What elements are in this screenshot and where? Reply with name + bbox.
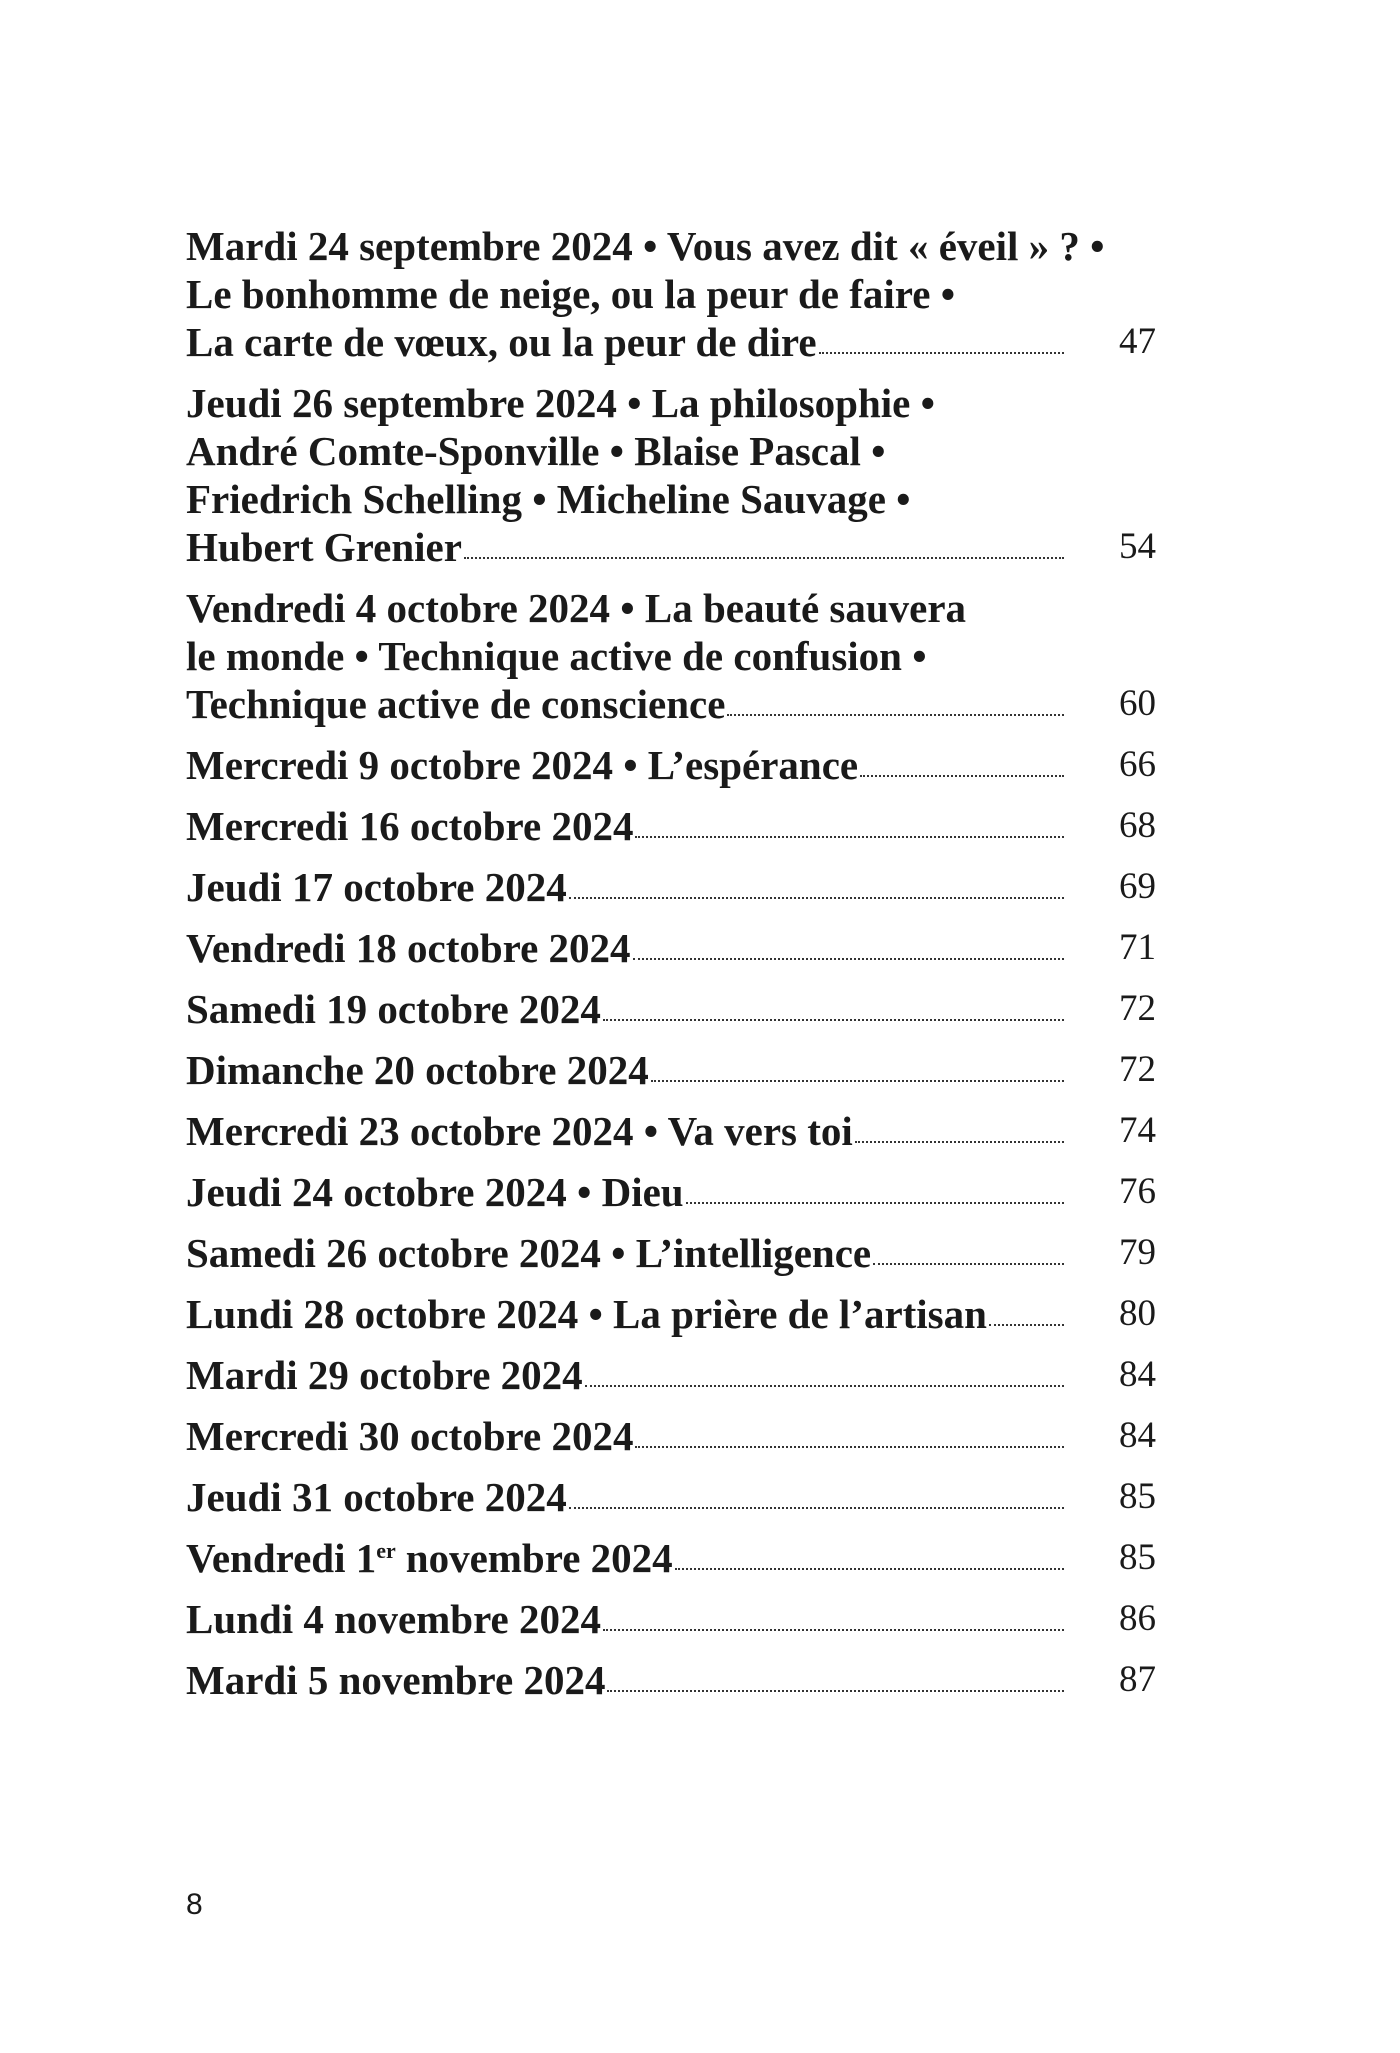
toc-entry-line — [186, 1168, 1186, 1216]
toc-entry[interactable] — [186, 222, 1186, 366]
dot-leader — [855, 1141, 1064, 1143]
toc-page-number: 68 — [1119, 805, 1156, 846]
toc-page-number: 76 — [1119, 1171, 1156, 1212]
toc-entry[interactable] — [186, 1046, 1186, 1094]
toc-entry[interactable] — [186, 1534, 1186, 1582]
toc-entry-title: Jeudi 17 octobre 2024 — [186, 864, 567, 910]
dot-leader — [633, 958, 1064, 960]
toc-entry-line — [186, 1595, 1186, 1643]
dot-leader — [651, 1080, 1064, 1082]
toc-entry[interactable] — [186, 1168, 1186, 1216]
toc-entry[interactable] — [186, 1351, 1186, 1399]
toc-entry-title: Technique active de conscience — [186, 681, 726, 727]
dot-leader — [607, 1690, 1064, 1692]
toc-entry-title: Vendredi 1er novembre 2024 — [186, 1535, 673, 1581]
toc-entry-title: Mardi 5 novembre 2024 — [186, 1657, 606, 1703]
toc-page-number: 72 — [1119, 1049, 1156, 1090]
dot-leader — [675, 1568, 1064, 1570]
dot-leader — [585, 1385, 1064, 1387]
toc-page-number: 71 — [1119, 927, 1156, 968]
toc-entry[interactable] — [186, 1412, 1186, 1460]
toc-entry[interactable] — [186, 1595, 1186, 1643]
toc-entry-line — [186, 1107, 1186, 1155]
toc-page-number: 85 — [1119, 1476, 1156, 1517]
toc-page-number: 85 — [1119, 1537, 1156, 1578]
toc-entry-title: La carte de vœux, ou la peur de dire — [186, 319, 817, 365]
toc-page-number: 86 — [1119, 1598, 1156, 1639]
toc-entry[interactable] — [186, 863, 1186, 911]
toc-entry-line — [186, 1351, 1186, 1399]
dot-leader — [635, 836, 1064, 838]
toc-entry-line — [186, 985, 1186, 1033]
toc-entry-title: Mardi 29 octobre 2024 — [186, 1352, 583, 1398]
toc-entry[interactable] — [186, 1473, 1186, 1521]
toc-entry-line: Jeudi 26 septembre 2024 • La philosophie • — [186, 380, 935, 426]
toc-entry[interactable] — [186, 1229, 1186, 1277]
dot-leader — [569, 1507, 1064, 1509]
dot-leader — [989, 1324, 1064, 1326]
toc-entry-title: Lundi 4 novembre 2024 — [186, 1596, 602, 1642]
toc-page-number: 54 — [1119, 526, 1156, 567]
toc-entry-line — [186, 1473, 1186, 1521]
dot-leader — [569, 897, 1064, 899]
toc-entry-line — [186, 523, 1186, 571]
toc-entry-line: Mardi 24 septembre 2024 • Vous avez dit « éveil » ? • — [186, 223, 1105, 269]
dot-leader — [635, 1446, 1064, 1448]
toc-entry-title: Jeudi 31 octobre 2024 — [186, 1474, 567, 1520]
toc-entry[interactable] — [186, 924, 1186, 972]
toc-page-number: 66 — [1119, 744, 1156, 785]
toc-page-number: 84 — [1119, 1354, 1156, 1395]
toc-entry-line: Friedrich Schelling • Micheline Sauvage • — [186, 476, 911, 522]
dot-leader — [873, 1263, 1064, 1265]
toc-entry-title: Mercredi 30 octobre 2024 — [186, 1413, 634, 1459]
toc-entry[interactable] — [186, 741, 1186, 789]
dot-leader — [686, 1202, 1064, 1204]
toc-entry[interactable] — [186, 1656, 1186, 1704]
toc-page-number: 72 — [1119, 988, 1156, 1029]
dot-leader — [819, 352, 1064, 354]
dot-leader — [727, 714, 1064, 716]
toc-entry-line — [186, 318, 1186, 366]
toc-entry-title: Lundi 28 octobre 2024 • La prière de l’artisan — [186, 1291, 987, 1337]
toc-entry-line — [186, 741, 1186, 789]
toc-entry-line — [186, 802, 1186, 850]
dot-leader — [603, 1629, 1064, 1631]
toc-entry-line — [186, 1046, 1186, 1094]
toc-entry-line: Le bonhomme de neige, ou la peur de faire • — [186, 271, 956, 317]
toc-entry[interactable] — [186, 584, 1186, 728]
toc-entry-line — [186, 1656, 1186, 1704]
toc-entry[interactable] — [186, 1290, 1186, 1338]
toc-entry-title: Mercredi 9 octobre 2024 • L’espérance — [186, 742, 859, 788]
toc-page-number: 84 — [1119, 1415, 1156, 1456]
table-of-contents — [186, 222, 1186, 1717]
toc-entry-line: André Comte-Sponville • Blaise Pascal • — [186, 428, 886, 474]
page-number: 8 — [186, 1888, 203, 1921]
toc-entry[interactable] — [186, 985, 1186, 1033]
toc-entry-line — [186, 1229, 1186, 1277]
ordinal-superscript: er — [376, 1538, 396, 1563]
toc-entry-line: Vendredi 4 octobre 2024 • La beauté sauvera — [186, 585, 967, 631]
toc-entry-title: Mercredi 23 octobre 2024 • Va vers toi — [186, 1108, 853, 1154]
toc-entry[interactable] — [186, 379, 1186, 571]
toc-entry-title: Jeudi 24 octobre 2024 • Dieu — [186, 1169, 684, 1215]
toc-entry-title: Dimanche 20 octobre 2024 — [186, 1047, 649, 1093]
dot-leader — [603, 1019, 1064, 1021]
toc-entry[interactable] — [186, 802, 1186, 850]
toc-entry-title: Samedi 26 octobre 2024 • L’intelligence — [186, 1230, 872, 1276]
toc-page-number: 69 — [1119, 866, 1156, 907]
toc-entry-line — [186, 1412, 1186, 1460]
dot-leader — [464, 557, 1064, 559]
toc-entry-line — [186, 924, 1186, 972]
dot-leader — [860, 775, 1064, 777]
toc-page-number: 79 — [1119, 1232, 1156, 1273]
toc-entry[interactable] — [186, 1107, 1186, 1155]
toc-entry-title: Mercredi 16 octobre 2024 — [186, 803, 634, 849]
toc-entry-line: le monde • Technique active de confusion • — [186, 633, 927, 679]
toc-entry-line — [186, 1290, 1186, 1338]
toc-entry-title: Samedi 19 octobre 2024 — [186, 986, 601, 1032]
toc-page-number: 74 — [1119, 1110, 1156, 1151]
toc-entry-line — [186, 863, 1186, 911]
toc-entry-title: Vendredi 18 octobre 2024 — [186, 925, 631, 971]
toc-page-number: 47 — [1119, 321, 1156, 362]
toc-page-number: 80 — [1119, 1293, 1156, 1334]
toc-page-number: 87 — [1119, 1659, 1156, 1700]
toc-entry-title: Hubert Grenier — [186, 524, 462, 570]
toc-entry-line — [186, 1534, 1186, 1582]
toc-page-number: 60 — [1119, 683, 1156, 724]
toc-entry-line — [186, 680, 1186, 728]
